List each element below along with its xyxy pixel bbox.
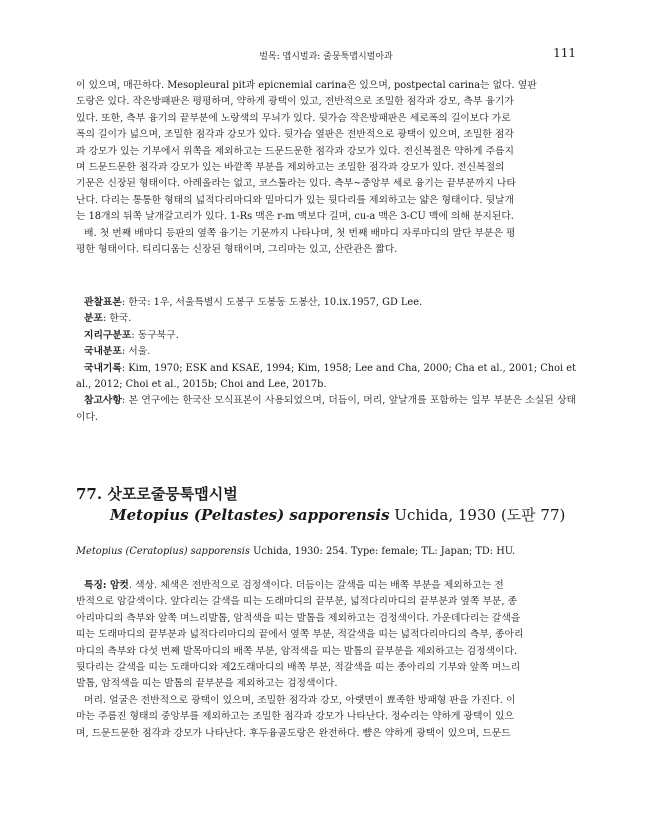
distribution bbox=[76, 311, 576, 327]
synonymy-line bbox=[76, 544, 576, 560]
morphology-paragraph bbox=[76, 78, 576, 258]
synonym-name: Metopius (Ceratopius) sapporensis bbox=[76, 546, 250, 557]
species-scientific-name bbox=[76, 504, 596, 526]
literature-records bbox=[76, 361, 576, 394]
species-epithet: sapporensis bbox=[289, 506, 390, 524]
body-line: 있다. 또한, 측부 융기의 끝부분에 노랑색의 무늬가 있다. 뒷가슴 작은방패판은 세로폭의 길이보다 가로 bbox=[76, 112, 511, 124]
body-line: 배. 첫 번째 배마디 등판의 옆쪽 융기는 기문까지 나타나며, 첫 번째 배마디 자루마디의 말단 부분은 평 bbox=[84, 227, 516, 239]
body-line: 도랑은 있다. 작은방패판은 평평하며, 약하게 광택이 있고, 전반적으로 조밀한 점각과 강모, 측부 융기가 bbox=[76, 96, 514, 108]
body-line: 며, 드문드문한 점각과 강모가 나타난다. 후두융골도랑은 완전하다. 뺨은 약하게 광택이 있으며, 드문드 bbox=[76, 727, 511, 739]
body-line: 며 드문드문한 점각과 강모가 있는 바깥쪽 부분을 제외하고는 조밀한 점각과 강모가 있다. 전신복절의 bbox=[76, 162, 505, 174]
domestic-label: 국내분포 bbox=[84, 346, 122, 358]
examined-label: 관찰표본 bbox=[84, 297, 122, 308]
body-line: 과 강모가 있는 기부에서 위쪽을 제외하고는 드문드문한 점각과 강모가 있다. 전신복절은 약하게 주름지 bbox=[76, 145, 514, 157]
running-title: 벌목: 맵시벌과: 줄뭉툭맵시벌아과 bbox=[259, 52, 393, 62]
body-line: 특징: 암컷. 색상. 체색은 전반적으로 검정색이다. 더듬이는 갈색을 띠는 배쪽 부분을 제외하고는 전 bbox=[84, 580, 504, 591]
domestic-text: : 서울. bbox=[121, 346, 151, 358]
remarks-label: 참고사항 bbox=[84, 395, 122, 407]
body-line: 아리마디의 측부와 앞쪽 며느리발톱, 암적색을 띠는 발톱을 제외하고는 검정색이다. 가운데다리는 갈색을 bbox=[76, 612, 521, 624]
body-line: 난다. 다리는 통통한 형태의 넓적다리마디와 밑마디가 있는 뒷다리를 제외하고는 얇은 형태이다. 뒷날개 bbox=[76, 194, 514, 206]
description-label: 특징: 암컷 bbox=[84, 580, 129, 591]
body-line: 반적으로 암갈색이다. 앞다리는 갈색을 띠는 도래마디의 끝부분, 넓적다리마디의 끝부분과 옆쪽 부분, 종 bbox=[76, 596, 518, 608]
body-line: 띠는 도래마디의 끝부분과 넓적다리마디의 끝에서 옆쪽 부분, 적갈색을 띠는 넓적다리마디의 측부, 종아리 bbox=[76, 629, 524, 641]
body-line: 발톱, 암적색을 띠는 발톱의 끝부분을 제외하고는 검정색이다. bbox=[76, 678, 338, 690]
distribution-label: 분포 bbox=[84, 313, 103, 325]
distribution-text: : 한국. bbox=[102, 313, 132, 325]
literature-label: 국내기록 bbox=[84, 362, 122, 374]
examined-text: : 한국: 1우, 서울특별시 도봉구 도봉동 도봉산, 10.ix.1957, GD Lee. bbox=[121, 297, 423, 308]
species-number-title: 77. 삿포로줄뭉툭맵시벌 bbox=[76, 485, 238, 503]
body-line: 기문은 신장된 형태이다. 아레올라는 없고, 코스툴라는 있다. 측부~중앙부 세로 융기는 끝부분까지 나타 bbox=[76, 178, 516, 190]
genus-name: Metopius bbox=[110, 506, 189, 524]
body-line: 폭의 길이가 넓으며, 조밀한 점각과 강모가 있다. 뒷가슴 옆판은 전반적으로 광택이 있으며, 조밀한 점각 bbox=[76, 129, 514, 141]
body-line: 는 18개의 뒤쪽 날개갈고리가 있다. 1-Rs 맥은 r-m 맥보다 길며, cu-a 맥은 3-CU 맥에 의해 분지된다. bbox=[76, 211, 514, 223]
running-header bbox=[0, 46, 652, 64]
geographic-label: 지리구분포 bbox=[84, 329, 132, 341]
body-line: 평한 형태이다. 티리디움는 신장된 형태이며, 그리마는 있고, 산란관은 짧다. bbox=[76, 244, 398, 256]
remarks-text: : 본 연구에는 한국산 모식표본이 사용되었으며, 더듬이, 머리, 앞날개를 포함하는 일부 부분은 소실된 상태이다. bbox=[76, 395, 576, 423]
geographic-distribution bbox=[76, 328, 576, 344]
body-line: 마디의 측부와 다섯 번째 발목마디의 배쪽 부분, 암적색을 띠는 발톱의 끝부분을 제외하고는 검정색이다. bbox=[76, 645, 518, 657]
body-line: 뒷다리는 갈색을 띠는 도래마디와 제2도래마디의 배쪽 부분, 적갈색을 띠는 종아리의 기부와 앞쪽 며느리 bbox=[76, 662, 521, 674]
page-number: 111 bbox=[553, 46, 576, 60]
species-author: Uchida, 1930 (도판 77) bbox=[394, 506, 566, 524]
geographic-text: : 동구북구. bbox=[131, 329, 179, 341]
body-line: 마는 주름진 형태의 중앙부를 제외하고는 조밀한 점각과 강모가 나타난다. 정수리는 약하게 광택이 있으 bbox=[76, 711, 514, 723]
specimen-records bbox=[76, 295, 576, 426]
literature-text: : Kim, 1970; ESK and KSAE, 1994; Kim, 1958; Lee and Cha, 2000; Cha et al., 2001; Choi et al., 2012; Choi et al., 2015b; Choi and Lee, 2017b. bbox=[76, 362, 576, 391]
subgenus-name: (Peltastes) bbox=[193, 506, 285, 524]
examined-material bbox=[76, 295, 576, 311]
remarks bbox=[76, 393, 576, 426]
species-heading bbox=[76, 484, 596, 526]
body-line: 머리. 얼굴은 전반적으로 광택이 있으며, 조밀한 점각과 강모, 아랫면이 뾰족한 방패형 판을 가진다. 이 bbox=[84, 694, 516, 706]
body-line: 이 있으며, 매끈하다. Mesopleural pit과 epicnemial carina은 있으며, postpectal carina는 없다. 옆판 bbox=[76, 80, 537, 91]
domestic-distribution bbox=[76, 344, 576, 360]
description-section bbox=[76, 578, 576, 742]
synonym-details: Uchida, 1930: 254. Type: female; TL: Japan; TD: HU. bbox=[249, 546, 516, 557]
